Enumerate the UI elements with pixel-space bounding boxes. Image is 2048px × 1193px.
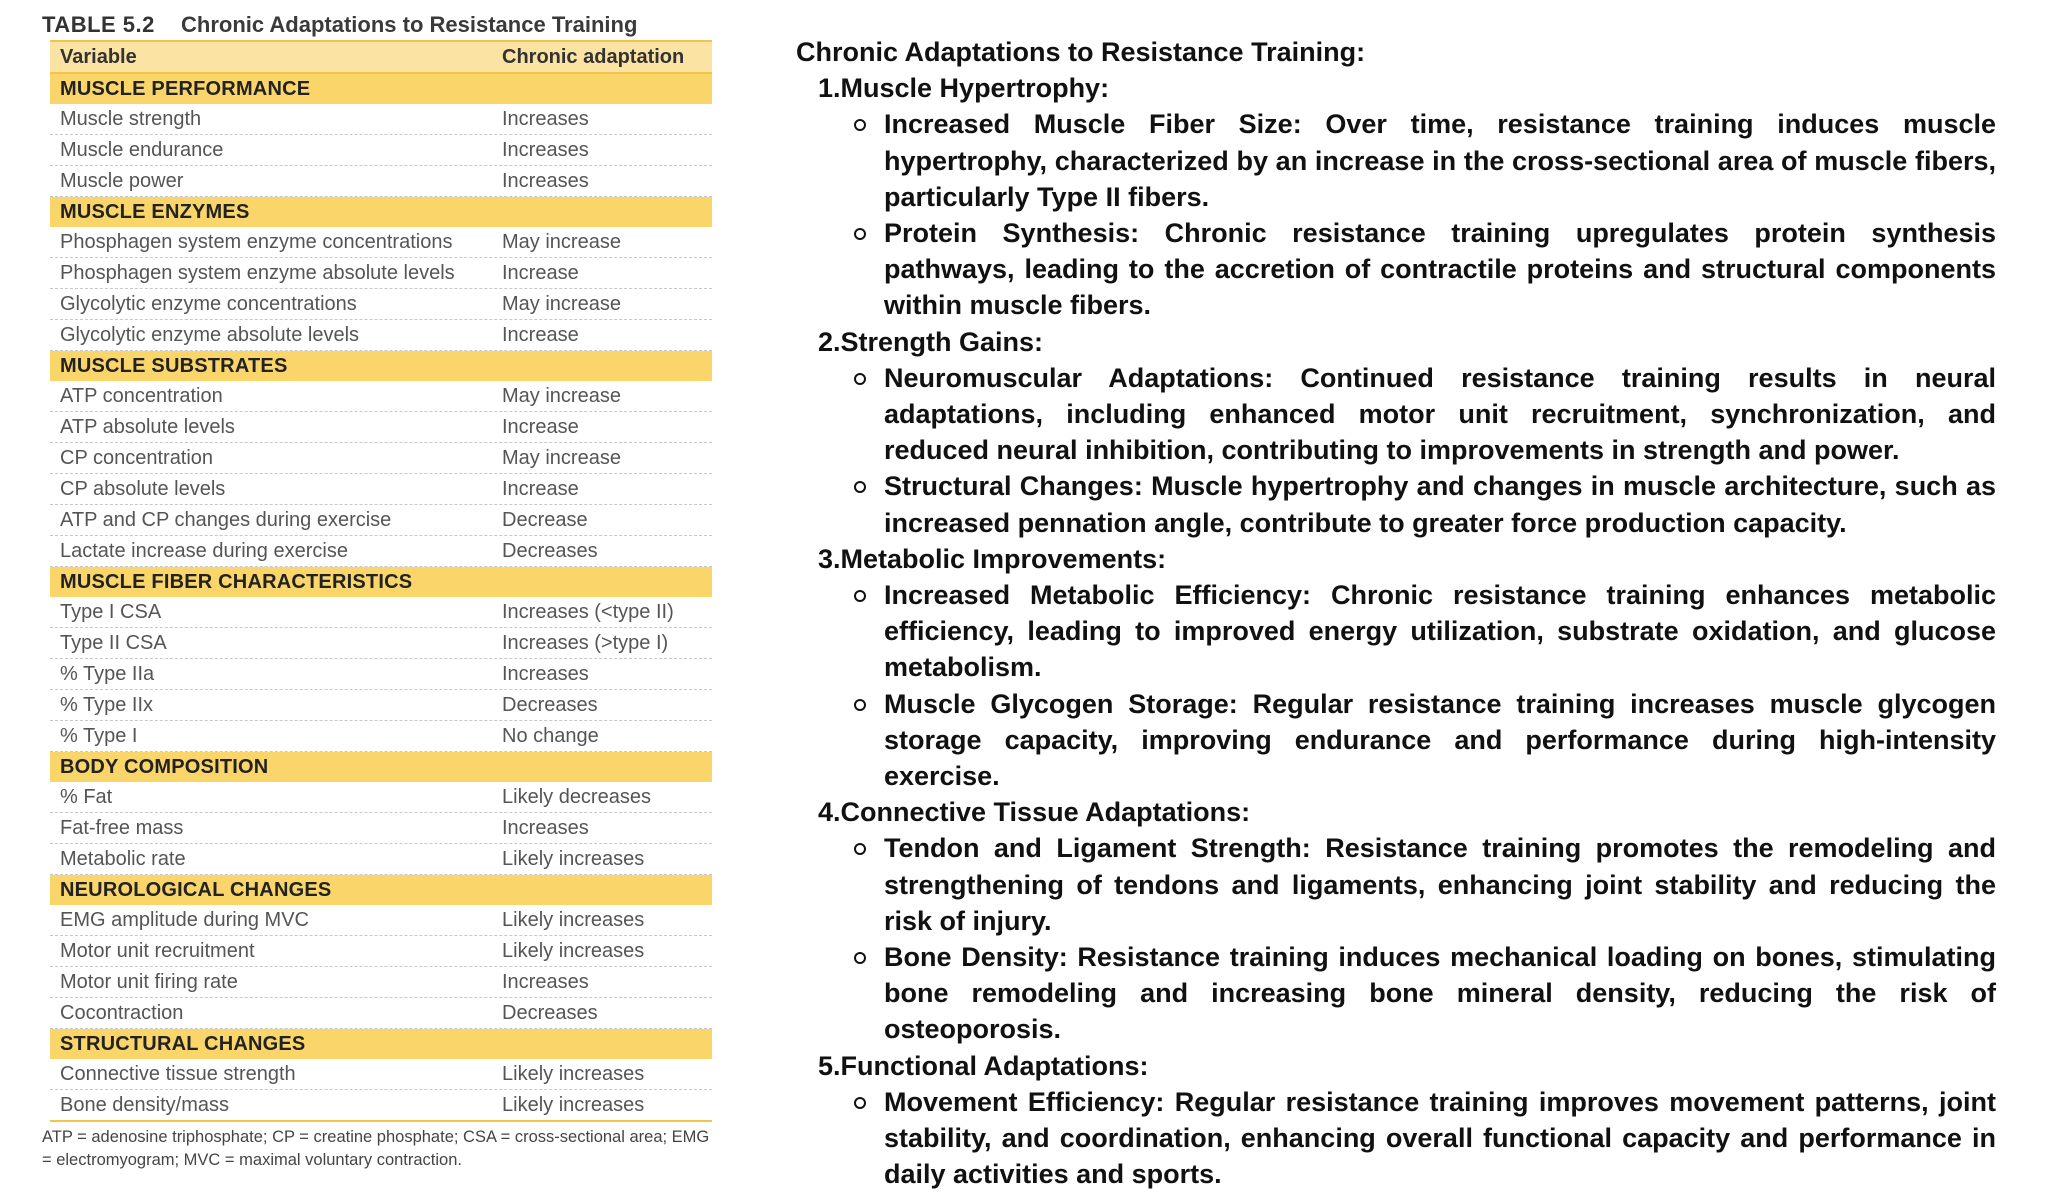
variable-cell: Motor unit firing rate (60, 970, 238, 993)
point-title: 2.Strength Gains: (818, 326, 1044, 357)
summary-points (796, 70, 1996, 1192)
sub-point (884, 1084, 1996, 1193)
adaptation-cell: Increases (502, 107, 589, 130)
table-row (50, 289, 712, 320)
sub-point-text: Neuromuscular Adaptations: Continued resistance training results in neural adaptations, including enhanced motor unit recruitment, synchronization, and reduced neural inhibition, contributing to improvements in strength and power. (884, 362, 1996, 466)
bullet-icon (854, 843, 866, 855)
variable-cell: ATP absolute levels (60, 415, 235, 438)
variable-cell: Fat-free mass (60, 816, 184, 839)
bullet-icon (854, 952, 866, 964)
adaptation-cell: Increases (502, 169, 589, 192)
adaptation-cell: Likely increases (502, 939, 645, 962)
table-row (50, 320, 712, 351)
table-row (50, 381, 712, 412)
variable-cell: Motor unit recruitment (60, 939, 255, 962)
adaptation-cell: Increases (502, 970, 589, 993)
sub-point-text: Movement Efficiency: Regular resistance training improves movement patterns, joint stability, and coordination, enhancing overall functional capacity and performance in daily activities and sports. (884, 1086, 1996, 1190)
table-row (50, 782, 712, 813)
table-row (50, 104, 712, 135)
adaptation-cell: Decreases (502, 539, 598, 562)
section-header-row (50, 875, 712, 905)
section-title: MUSCLE ENZYMES (60, 200, 250, 223)
table-row (50, 166, 712, 197)
section-header-row (50, 1029, 712, 1059)
sub-point (884, 577, 1996, 686)
adaptation-cell: Likely increases (502, 908, 645, 931)
summary-text-panel (796, 34, 1996, 1193)
table-title (42, 10, 712, 40)
adaptation-cell: Likely increases (502, 1062, 645, 1085)
adaptation-cell: Increases (<type II) (502, 600, 674, 623)
table-footnote: ATP = adenosine triphosphate; CP = creatine phosphate; CSA = cross-sectional area; EMG = electromyogram; MVC = maximal voluntary contraction. (42, 1128, 710, 1169)
adaptation-cell: May increase (502, 446, 621, 469)
variable-cell: Glycolytic enzyme absolute levels (60, 323, 360, 346)
summary-heading: Chronic Adaptations to Resistance Training: (796, 37, 1366, 67)
variable-cell: % Type IIa (60, 662, 155, 685)
point-title: 4.Connective Tissue Adaptations: (818, 797, 1251, 828)
table-row (50, 628, 712, 659)
bullet-icon (854, 1097, 866, 1109)
adaptation-cell: Increases (502, 138, 589, 161)
sub-point (884, 360, 1996, 469)
section-title: BODY COMPOSITION (60, 755, 269, 778)
variable-cell: ATP and CP changes during exercise (60, 508, 392, 531)
sub-point-text: Tendon and Ligament Strength: Resistance training promotes the remodeling and strengthening of tendons and ligaments, enhancing joint stability and reducing the risk of injury. (884, 833, 1996, 936)
adaptation-cell: Increase (502, 261, 579, 284)
section-header-row (50, 752, 712, 782)
adaptation-cell: May increase (502, 384, 621, 407)
table-header-row (50, 40, 712, 74)
adaptation-cell: Increases (502, 662, 589, 685)
variable-cell: EMG amplitude during MVC (60, 908, 309, 931)
sub-point (884, 215, 1996, 324)
adaptation-cell: May increase (502, 230, 621, 253)
sub-point (884, 939, 1996, 1048)
variable-cell: Type II CSA (60, 631, 167, 654)
table-row (50, 998, 712, 1029)
section-header-row (50, 567, 712, 597)
adaptation-cell: May increase (502, 292, 621, 315)
header-variable: Variable (60, 45, 137, 68)
adaptation-cell: Decreases (502, 1001, 598, 1024)
table-row (50, 690, 712, 721)
variable-cell: Type I CSA (60, 600, 162, 623)
variable-cell: Muscle strength (60, 107, 202, 130)
point-title: 3.Metabolic Improvements: (818, 543, 1167, 574)
table-caption: Chronic Adaptations to Resistance Training (181, 12, 638, 37)
bullet-icon (854, 590, 866, 602)
table-body (50, 74, 712, 1122)
table-row (50, 227, 712, 258)
table-row (50, 659, 712, 690)
table-number: TABLE 5.2 (42, 12, 155, 37)
adaptation-cell: No change (502, 724, 599, 747)
sub-point-text: Protein Synthesis: Chronic resistance training upregulates protein synthesis pathways, leading to the accretion of contractile proteins and structural components within muscle fibers. (884, 218, 1996, 321)
table-row (50, 905, 712, 936)
sub-point-text: Muscle Glycogen Storage: Regular resistance training increases muscle glycogen storage capacity, improving endurance and performance during high-intensity exercise. (884, 688, 1996, 792)
variable-cell: Phosphagen system enzyme concentrations (60, 230, 453, 253)
adaptation-cell: Increase (502, 477, 579, 500)
point-title: 1.Muscle Hypertrophy: (818, 73, 1110, 104)
adaptations-table (50, 40, 712, 1122)
variable-cell: CP absolute levels (60, 477, 226, 500)
variable-cell: % Fat (60, 785, 113, 808)
sub-point-text: Increased Muscle Fiber Size: Over time, resistance training induces muscle hypertrophy, characterized by an increase in the cross-sectional area of muscle fibers, particularly Type II fibers. (884, 109, 1996, 212)
variable-cell: % Type I (60, 724, 138, 747)
table-row (50, 258, 712, 289)
sub-point (884, 830, 1996, 939)
adaptation-cell: Likely increases (502, 847, 645, 870)
bullet-icon (854, 699, 866, 711)
section-header-row (50, 197, 712, 227)
section-title: STRUCTURAL CHANGES (60, 1032, 306, 1055)
section-title: NEUROLOGICAL CHANGES (60, 878, 332, 901)
adaptation-cell: Increases (>type I) (502, 631, 669, 654)
variable-cell: Glycolytic enzyme concentrations (60, 292, 357, 315)
table-row (50, 967, 712, 998)
sub-point-text: Increased Metabolic Efficiency: Chronic resistance training enhances metabolic efficiency, leading to improved energy utilization, substrate oxidation, and glucose metabolism. (884, 580, 1996, 683)
bullet-icon (854, 119, 866, 131)
adaptation-cell: Increase (502, 323, 579, 346)
sub-point (884, 106, 1996, 215)
table-row (50, 936, 712, 967)
table-row (50, 844, 712, 875)
table-row (50, 813, 712, 844)
table-row (50, 135, 712, 166)
sub-point-text: Structural Changes: Muscle hypertrophy and changes in muscle architecture, such as increased pennation angle, contribute to greater force production capacity. (884, 471, 1996, 538)
section-title: MUSCLE SUBSTRATES (60, 354, 288, 377)
variable-cell: Metabolic rate (60, 847, 186, 870)
adaptation-cell: Likely decreases (502, 785, 651, 808)
variable-cell: Phosphagen system enzyme absolute levels (60, 261, 455, 284)
sub-point-text: Bone Density: Resistance training induces mechanical loading on bones, stimulating bone remodeling and increasing bone mineral density, reducing the risk of osteoporosis. (884, 942, 1996, 1045)
bullet-icon (854, 228, 866, 240)
table-row (50, 1059, 712, 1090)
section-title: MUSCLE FIBER CHARACTERISTICS (60, 570, 413, 593)
adaptation-cell: Decreases (502, 693, 598, 716)
table-row (50, 443, 712, 474)
sub-point (884, 686, 1996, 795)
variable-cell: ATP concentration (60, 384, 223, 407)
variable-cell: Muscle endurance (60, 138, 224, 161)
table-row (50, 597, 712, 628)
variable-cell: Muscle power (60, 169, 184, 192)
section-header-row (50, 351, 712, 381)
header-adaptation: Chronic adaptation (502, 45, 685, 68)
variable-cell: Cocontraction (60, 1001, 184, 1024)
point-title: 5.Functional Adaptations: (818, 1050, 1149, 1081)
bullet-icon (854, 373, 866, 385)
table-row (50, 536, 712, 567)
adaptation-cell: Increase (502, 415, 579, 438)
variable-cell: % Type IIx (60, 693, 154, 716)
adaptation-cell: Decrease (502, 508, 588, 531)
variable-cell: Connective tissue strength (60, 1062, 296, 1085)
table-row (50, 1090, 712, 1122)
adaptation-cell: Likely increases (502, 1093, 645, 1116)
variable-cell: Lactate increase during exercise (60, 539, 348, 562)
adaptation-cell: Increases (502, 816, 589, 839)
section-header-row (50, 74, 712, 104)
table-row (50, 412, 712, 443)
variable-cell: CP concentration (60, 446, 214, 469)
bullet-icon (854, 481, 866, 493)
section-title: MUSCLE PERFORMANCE (60, 77, 311, 100)
adaptations-table-panel (42, 10, 712, 1172)
variable-cell: Bone density/mass (60, 1093, 229, 1116)
table-row (50, 721, 712, 752)
sub-point (884, 468, 1996, 540)
table-row (50, 474, 712, 505)
table-row (50, 505, 712, 536)
